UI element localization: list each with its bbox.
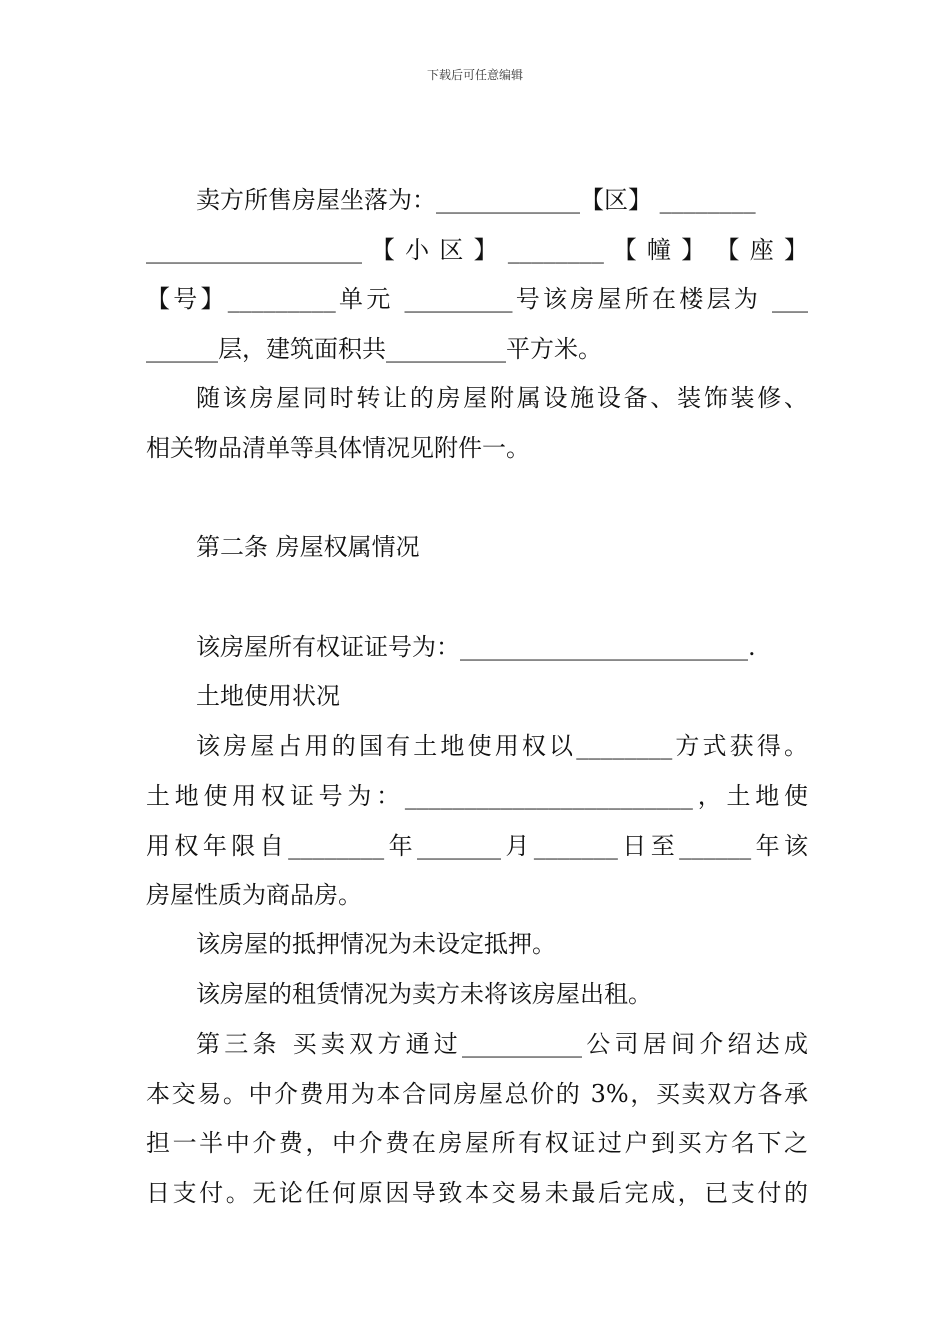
- text-line: 用权年限自________年_______月_______日至______年该: [146, 832, 808, 860]
- text-line: 该房屋占用的国有土地使用权以________方式获得。: [196, 732, 808, 760]
- text-line: ______层，建筑面积共__________平方米。: [146, 335, 602, 363]
- text-line: 该房屋的抵押情况为未设定抵押。: [196, 930, 556, 958]
- text-line: 担一半中介费，中介费在房屋所有权证过户到买方名下之: [146, 1129, 808, 1157]
- page-header: 下载后可任意编辑: [426, 68, 523, 82]
- text-line: 【号】_________单元 _________号该房屋所在楼层为 ___: [146, 285, 808, 313]
- text-line: 房屋性质为商品房。: [146, 881, 362, 909]
- text-line: 第三条 买卖双方通过__________公司居间介绍达成: [196, 1030, 808, 1058]
- text-line: 土地使用权证号为：________________________，土地使: [146, 782, 808, 810]
- text-line: __________________ 【 小 区 】 ________ 【 幢 】 【 座 】: [146, 236, 808, 264]
- text-line: 该房屋的租赁情况为卖方未将该房屋出租。: [196, 980, 652, 1008]
- text-line: 随该房屋同时转让的房屋附属设施设备、装饰装修、: [196, 384, 808, 412]
- text-line: 土地使用状况: [196, 682, 340, 710]
- text-line: 相关物品清单等具体情况见附件一。: [146, 434, 530, 462]
- section-heading: 第二条 房屋权属情况: [196, 533, 420, 561]
- text-line: 卖方所售房屋坐落为：____________【区】 ________: [196, 186, 756, 214]
- text-line: 该房屋所有权证证号为：________________________.: [196, 633, 756, 661]
- text-line: 日支付。无论任何原因导致本交易未最后完成，已支付的: [146, 1179, 808, 1207]
- text-line: 本交易。中介费用为本合同房屋总价的 3%，买卖双方各承: [146, 1080, 808, 1108]
